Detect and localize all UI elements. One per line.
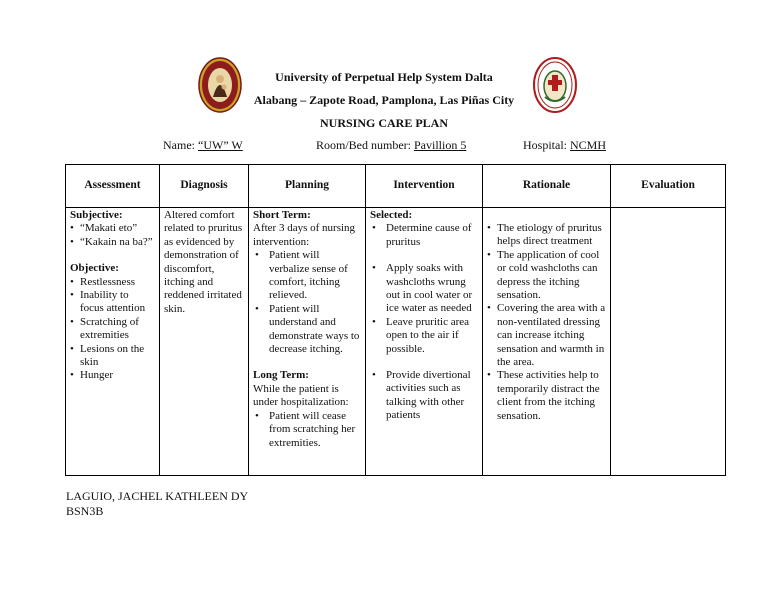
objective-list <box>70 276 155 383</box>
list-item: • Restlessness <box>80 276 155 289</box>
list-item: • The etiology of pruritus helps direct treatment <box>497 222 606 249</box>
list-item: • The application of cool or cold washcloths can depress the itching sensation. <box>497 249 606 303</box>
long-term-label: Long Term: <box>253 369 309 382</box>
document-title: NURSING CARE PLAN <box>319 116 448 130</box>
column-header-planning: Planning <box>249 165 366 208</box>
university-name: University of Perpetual Help System Dalta <box>275 70 493 84</box>
name-value: “UW” W <box>198 138 243 152</box>
hospital-value: NCMH <box>570 138 607 152</box>
assessment-cell <box>66 208 160 476</box>
rationale-cell <box>483 208 611 476</box>
subjective-list <box>70 222 155 249</box>
list-item: • “Kakain na ba?” <box>80 236 155 249</box>
intervention-cell <box>366 208 483 476</box>
list-item: • Lesions on the skin <box>80 343 155 370</box>
room-bed-field <box>316 138 466 153</box>
list-item: • Hunger <box>80 369 155 382</box>
intervention-list <box>370 222 478 422</box>
author-name: LAGUIO, JACHEL KATHLEEN DY <box>66 489 249 503</box>
table-header-row <box>66 165 726 208</box>
diagnosis-cell <box>160 208 249 476</box>
list-item: • “Makati eto” <box>80 222 155 235</box>
name-label: Name: <box>163 138 195 152</box>
list-item: • Leave pruritic area open to the air if possible. <box>386 316 478 356</box>
selected-label: Selected: <box>370 209 413 221</box>
rationale-list <box>487 222 606 423</box>
column-header-diagnosis: Diagnosis <box>160 165 249 208</box>
column-header-rationale: Rationale <box>483 165 611 208</box>
patient-name-field <box>163 138 243 153</box>
evaluation-cell <box>611 208 726 476</box>
long-term-list <box>253 410 361 450</box>
short-term-list <box>253 249 361 356</box>
long-term-intro: While the patient is under hospitalization: <box>253 382 349 409</box>
hospital-label: Hospital: <box>523 138 567 152</box>
short-term-label: Short Term: <box>253 209 311 221</box>
column-header-assessment: Assessment <box>66 165 160 208</box>
list-item: • Determine cause of pruritus <box>386 222 478 249</box>
planning-cell <box>249 208 366 476</box>
list-item: • These activities help to temporarily distract the client from the itching sensation. <box>497 369 606 423</box>
short-term-intro: After 3 days of nursing intervention: <box>253 222 356 248</box>
list-item: • Scratching of extremities <box>80 316 155 343</box>
objective-label: Objective: <box>70 262 119 275</box>
author-section: BSN3B <box>66 504 104 518</box>
list-item: • Inability to focus attention <box>80 289 155 316</box>
column-header-intervention: Intervention <box>366 165 483 208</box>
table-row <box>66 208 726 476</box>
list-item: • Patient will understand and demonstrate ways to decrease itching. <box>269 303 361 357</box>
nursing-care-plan-table <box>65 164 726 476</box>
list-item: • Patient will cease from scratching her extremities. <box>269 410 361 450</box>
list-item: • Covering the area with a non-ventilated dressing can increase itching sensation and warmth in the area. <box>497 302 606 369</box>
list-item: • Patient will verbalize sense of comfort, itching relieved. <box>269 249 361 303</box>
column-header-evaluation: Evaluation <box>611 165 726 208</box>
room-value: Pavillion 5 <box>414 138 467 152</box>
list-item: • Provide divertional activities such as talking with other patients <box>386 369 478 423</box>
subjective-label: Subjective: <box>70 209 123 221</box>
university-address: Alabang – Zapote Road, Pamplona, Las Piñas City <box>253 93 515 107</box>
room-label: Room/Bed number: <box>316 138 411 152</box>
diagnosis-text: Altered comfort related to pruritus as evidenced by demonstration of discomfort, itching and reddened irritated skin. <box>164 209 243 315</box>
hospital-field <box>523 138 606 153</box>
list-item: • Apply soaks with washcloths wrung out in cool water or ice water as needed <box>386 262 478 316</box>
